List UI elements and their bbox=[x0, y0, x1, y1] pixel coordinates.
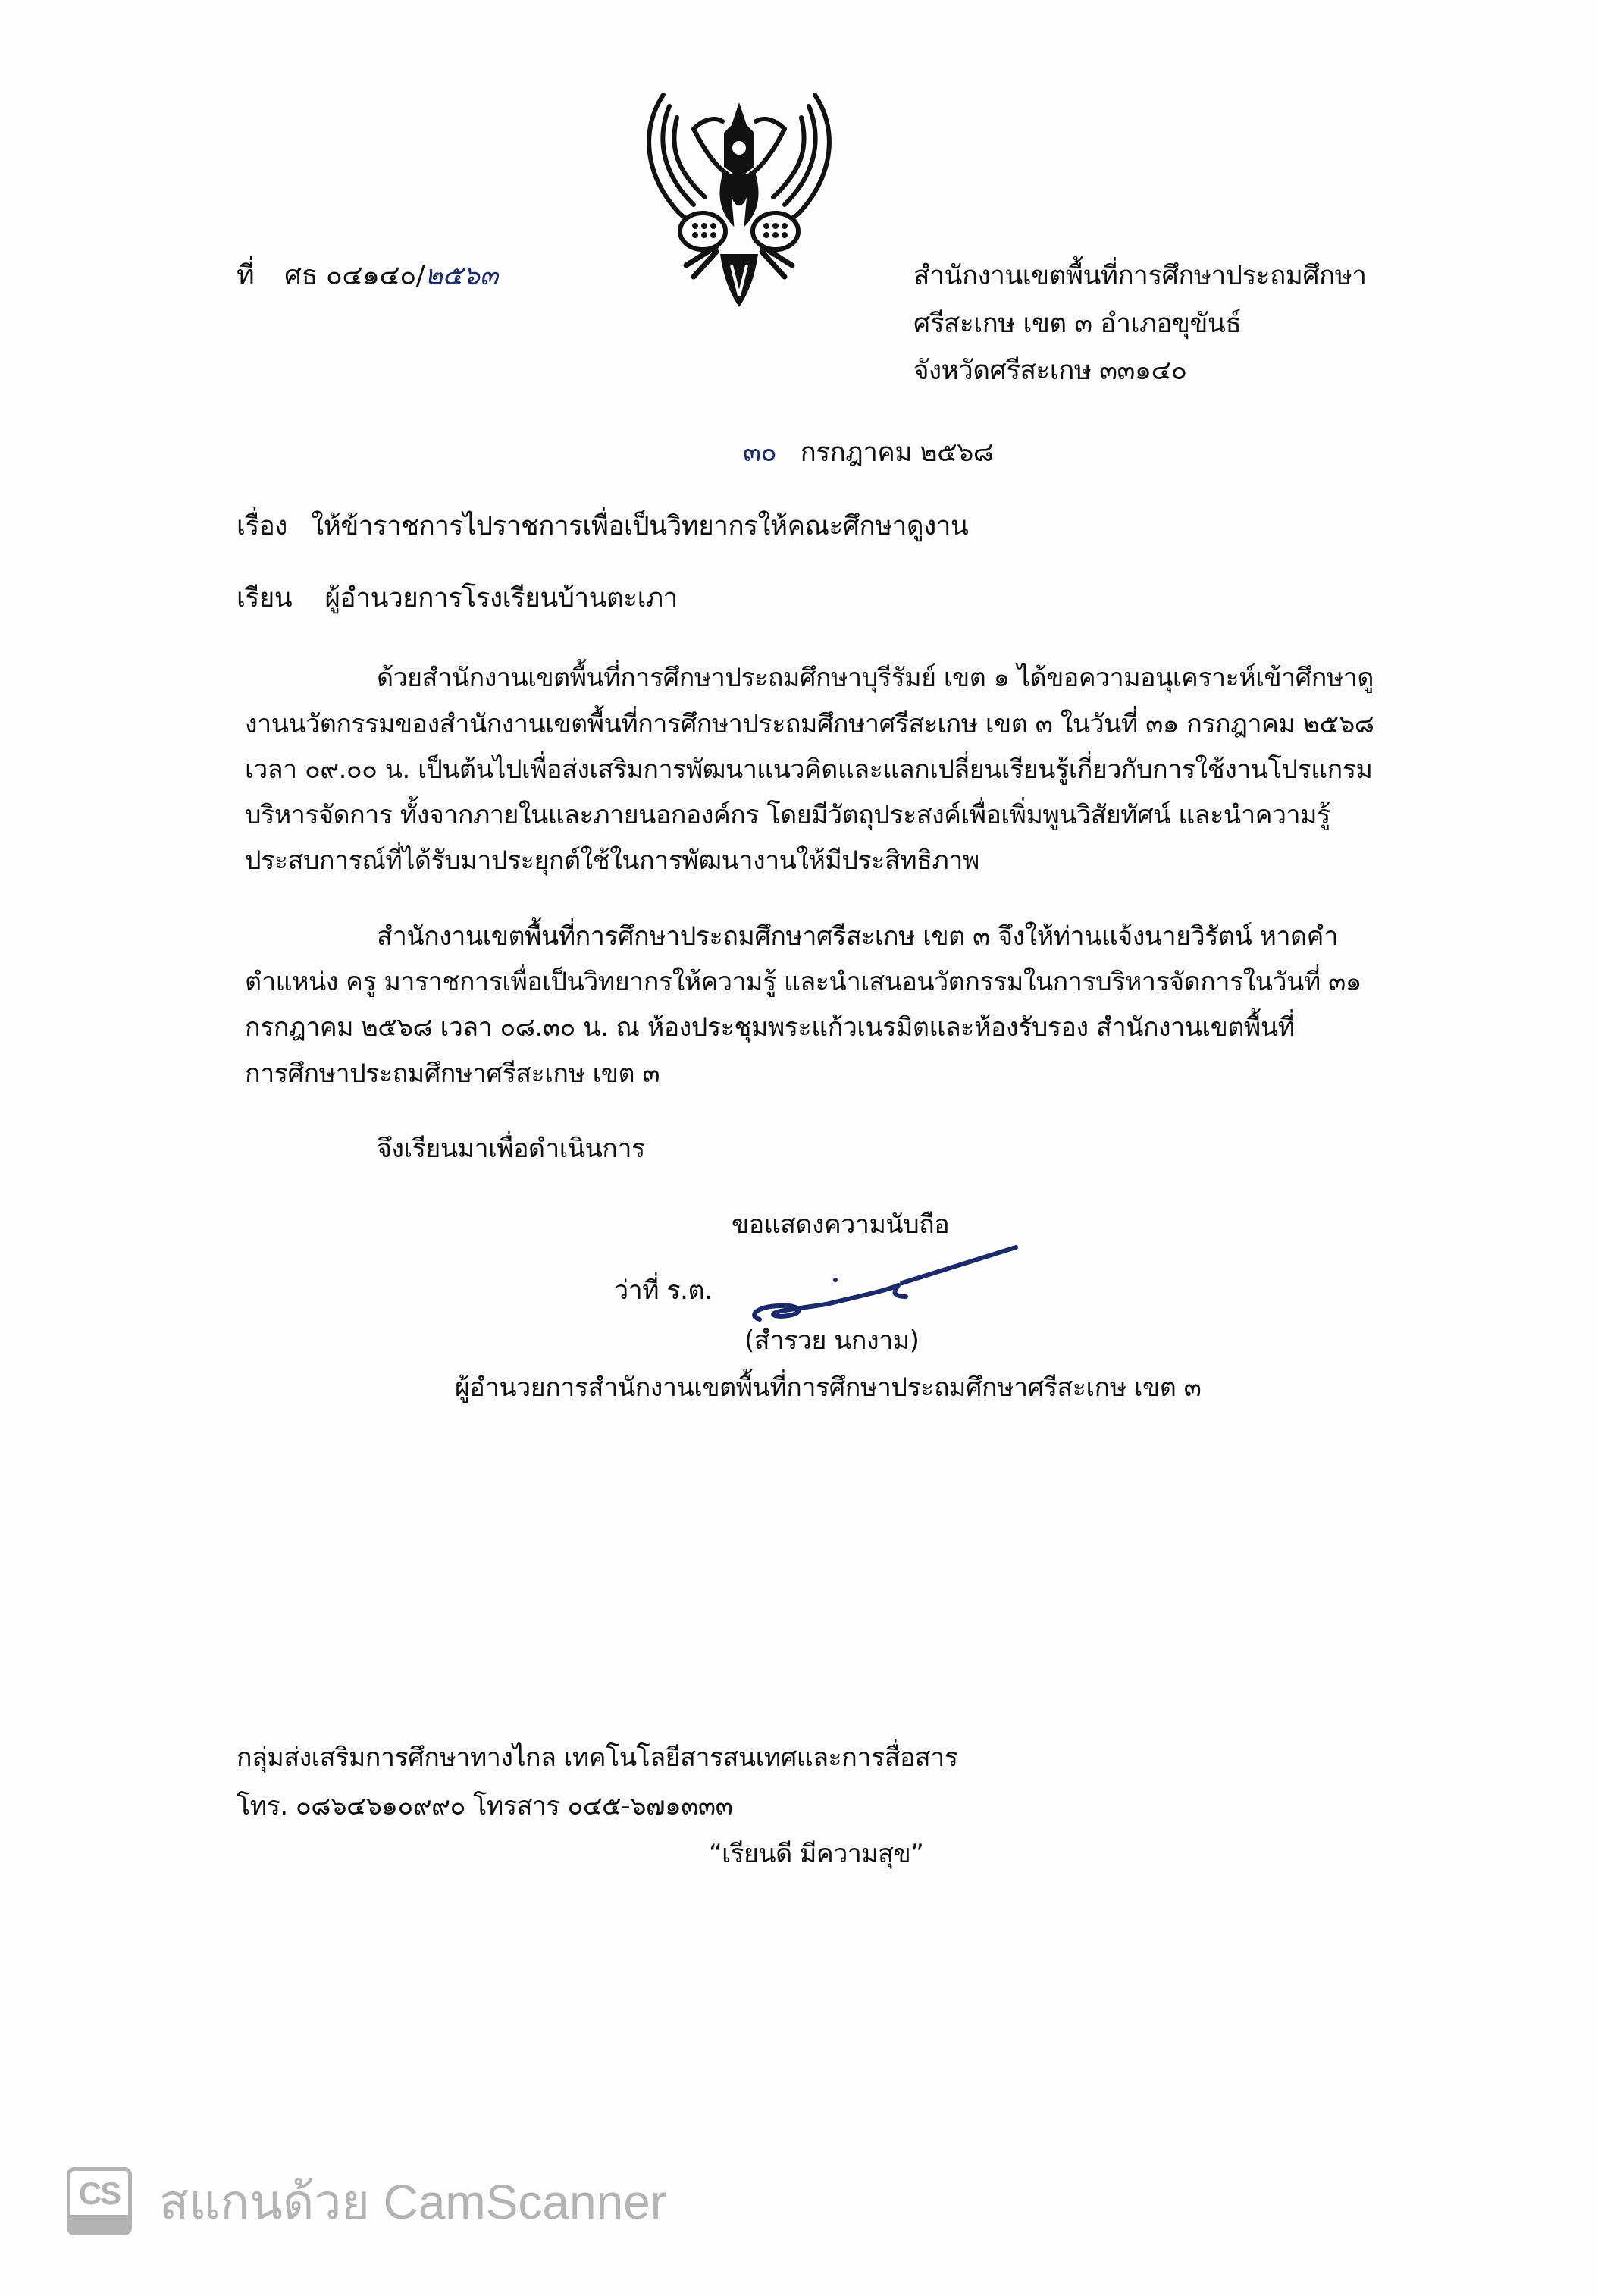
document-number-label: ที่ bbox=[237, 260, 255, 291]
paragraph2-line3: กรกฎาคม ๒๕๖๘ เวลา ๐๘.๓๐ น. ณ ห้องประชุมพระแก้วเนรมิตและห้องรับรอง สำนักงานเขตพื้นที่ bbox=[245, 1012, 1295, 1043]
document-number-prefix: ศธ ๐๔๑๔๐/ bbox=[284, 260, 425, 291]
garuda-emblem-icon bbox=[633, 83, 845, 311]
camscanner-watermark-text: สแกนด้วย CamScanner bbox=[159, 2175, 667, 2229]
paragraph1-line3: เวลา ๐๙.๐๐ น. เป็นต้นไปเพื่อส่งเสริมการพัฒนาแนวคิดและแลกเปลี่ยนเรียนรู้เกี่ยวกับการใช้งานโปรแกรม bbox=[245, 754, 1373, 785]
sender-address-line1: สำนักงานเขตพื้นที่การศึกษาประถมศึกษา bbox=[913, 261, 1367, 291]
paragraph2-line1: สำนักงานเขตพื้นที่การศึกษาประถมศึกษาศรีสะเกษ เขต ๓ จึงให้ท่านแจ้งนายวิรัตน์ หาดคำ bbox=[377, 921, 1338, 952]
paragraph1-line1: ด้วยสำนักงานเขตพื้นที่การศึกษาประถมศึกษาบุรีรัมย์ เขต ๑ ได้ขอความอนุเคราะห์เข้าศึกษาดู bbox=[377, 663, 1374, 693]
sender-address-line3: จังหวัดศรีสะเกษ ๓๓๑๔๐ bbox=[913, 356, 1187, 386]
paragraph2-line2: ตำแหน่ง ครู มาราชการเพื่อเป็นวิทยากรให้ความรู้ และนำเสนอนวัตกรรมในการบริหารจัดการในวันที่ ๓๑ bbox=[245, 967, 1361, 997]
document-number-handwritten: ๒๕๖๓ bbox=[425, 260, 498, 291]
paragraph1-line4: บริหารจัดการ ทั้งจากภายในและภายนอกองค์กร โดยมีวัตถุประสงค์เพื่อเพิ่มพูนวิสัยทัศน์ และนำความรู้ bbox=[245, 800, 1330, 830]
signer-name: (สำรวย นกงาม) bbox=[744, 1325, 920, 1356]
camscanner-logo-bar bbox=[70, 2215, 128, 2232]
document-number bbox=[237, 253, 498, 299]
paragraph1-line2: งานนวัตกรรมของสำนักงานเขตพื้นที่การศึกษาประถมศึกษาศรีสะเกษ เขต ๓ ในวันที่ ๓๑ กรกฎาคม ๒๕๖๘ bbox=[245, 709, 1374, 739]
recipient-label: เรียน bbox=[237, 583, 293, 613]
date-month-year: กรกฎาคม ๒๕๖๘ bbox=[800, 438, 994, 468]
date-day: ๓๐ bbox=[743, 438, 777, 468]
footer-department: กลุ่มส่งเสริมการศึกษาทางไกล เทคโนโลยีสารสนเทศและการสื่อสาร bbox=[237, 1742, 958, 1773]
salutation: ขอแสดงความนับถือ bbox=[732, 1209, 950, 1240]
paragraph2-line4: การศึกษาประถมศึกษาศรีสะเกษ เขต ๓ bbox=[245, 1059, 660, 1089]
closing-request: จึงเรียนมาเพื่อดำเนินการ bbox=[377, 1134, 645, 1164]
recipient-text: ผู้อำนวยการโรงเรียนบ้านตะเภา bbox=[324, 583, 678, 613]
handwritten-signature-icon bbox=[743, 1244, 1031, 1327]
footer-contact: โทร. ๐๘๖๔๖๑๐๙๙๐ โทรสาร ๐๔๕-๖๗๑๓๓๓ bbox=[237, 1791, 733, 1821]
footer-slogan: “เรียนดี มีความสุข” bbox=[709, 1839, 924, 1869]
recipient-line bbox=[237, 576, 678, 621]
camscanner-logo-letters: CS bbox=[78, 2175, 121, 2211]
paragraph1-line5: ประสบการณ์ที่ได้รับมาประยุกต์ใช้ในการพัฒนางานให้มีประสิทธิภาพ bbox=[245, 845, 979, 876]
acting-prefix: ว่าที่ ร.ต. bbox=[614, 1275, 713, 1306]
signer-position: ผู้อำนวยการสำนักงานเขตพื้นที่การศึกษาประถมศึกษาศรีสะเกษ เขต ๓ bbox=[455, 1372, 1202, 1403]
camscanner-logo-icon bbox=[67, 2167, 132, 2235]
sender-address-line2: ศรีสะเกษ เขต ๓ อำเภอขุขันธ์ bbox=[913, 309, 1242, 339]
letter-date bbox=[743, 430, 993, 475]
subject-line bbox=[237, 503, 968, 549]
subject-text: ให้ข้าราชการไปราชการเพื่อเป็นวิทยากรให้คณะศึกษาดูงาน bbox=[311, 511, 969, 541]
subject-label: เรื่อง bbox=[237, 511, 287, 541]
